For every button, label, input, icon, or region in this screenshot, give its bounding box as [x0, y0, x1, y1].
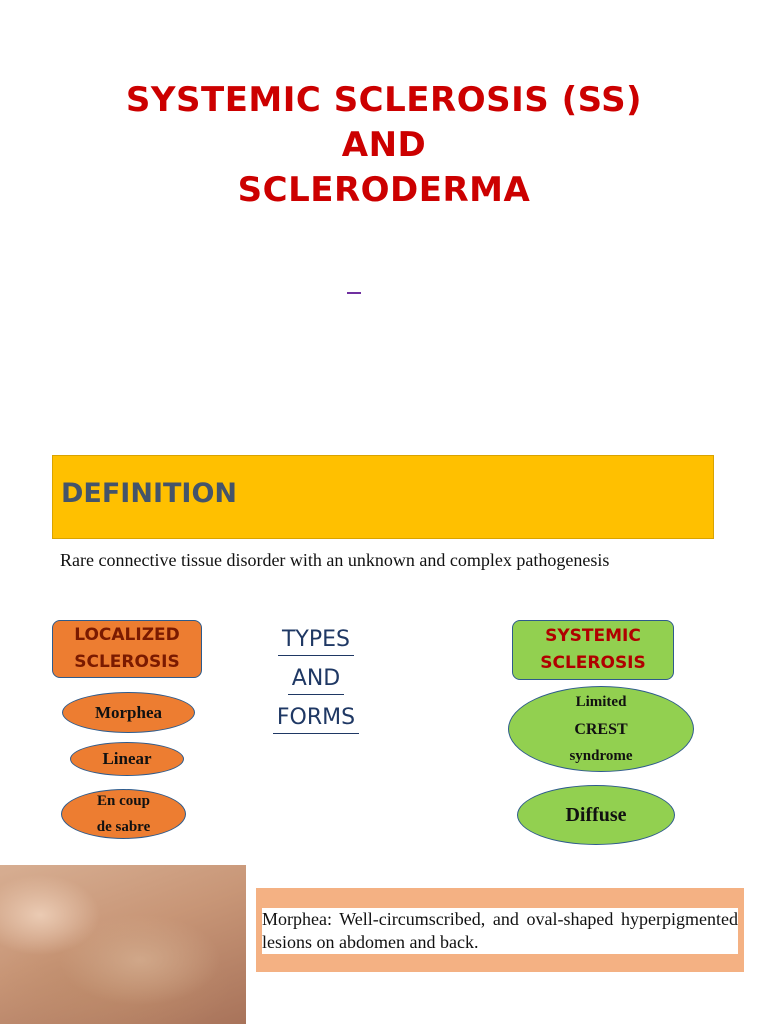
diffuse-oval: [517, 785, 675, 845]
en-coup-line-1: En coup: [97, 793, 150, 809]
linear-oval: [70, 742, 184, 776]
diffuse-label: Diffuse: [565, 803, 627, 826]
morphea-oval: [62, 692, 195, 733]
systemic-line-1: SYSTEMIC: [545, 626, 641, 646]
types-line-3: FORMS: [273, 703, 359, 734]
linear-label: Linear: [102, 749, 152, 768]
morphea-note-box: [256, 888, 744, 972]
types-and-forms-label: [266, 620, 366, 737]
localized-line-1: LOCALIZED: [74, 625, 180, 645]
definition-text: Rare connective tissue disorder with an unknown and complex pathogenesis: [60, 550, 610, 570]
types-line-2: AND: [288, 664, 344, 695]
morphea-skin-photo: [0, 865, 246, 1024]
limited-line-1: Limited: [575, 693, 627, 710]
limited-line-3: syndrome: [569, 747, 633, 764]
en-coup-line-2: de sabre: [96, 819, 151, 835]
localized-sclerosis-header: [52, 620, 202, 678]
systemic-sclerosis-header: [512, 620, 674, 680]
definition-box: [52, 455, 714, 539]
page-title: [0, 78, 768, 213]
morphea-label: Morphea: [94, 702, 163, 722]
decorative-dash: [347, 292, 361, 294]
title-line-2: AND: [341, 125, 427, 165]
localized-line-2: SCLEROSIS: [74, 652, 180, 672]
en-coup-de-sabre-oval: [61, 789, 186, 839]
definition-heading: DEFINITION: [61, 478, 238, 509]
title-line-3: SCLERODERMA: [237, 170, 531, 210]
limited-crest-oval: [508, 686, 694, 772]
types-line-1: TYPES: [278, 625, 354, 656]
title-line-1: SYSTEMIC SCLEROSIS (SS): [125, 80, 643, 120]
systemic-line-2: SCLEROSIS: [540, 653, 646, 673]
limited-line-2: CREST: [574, 720, 628, 738]
morphea-note-text: Morphea: Well-circumscribed, and oval-shaped hyperpigmented lesions on abdomen and back.: [262, 909, 738, 952]
